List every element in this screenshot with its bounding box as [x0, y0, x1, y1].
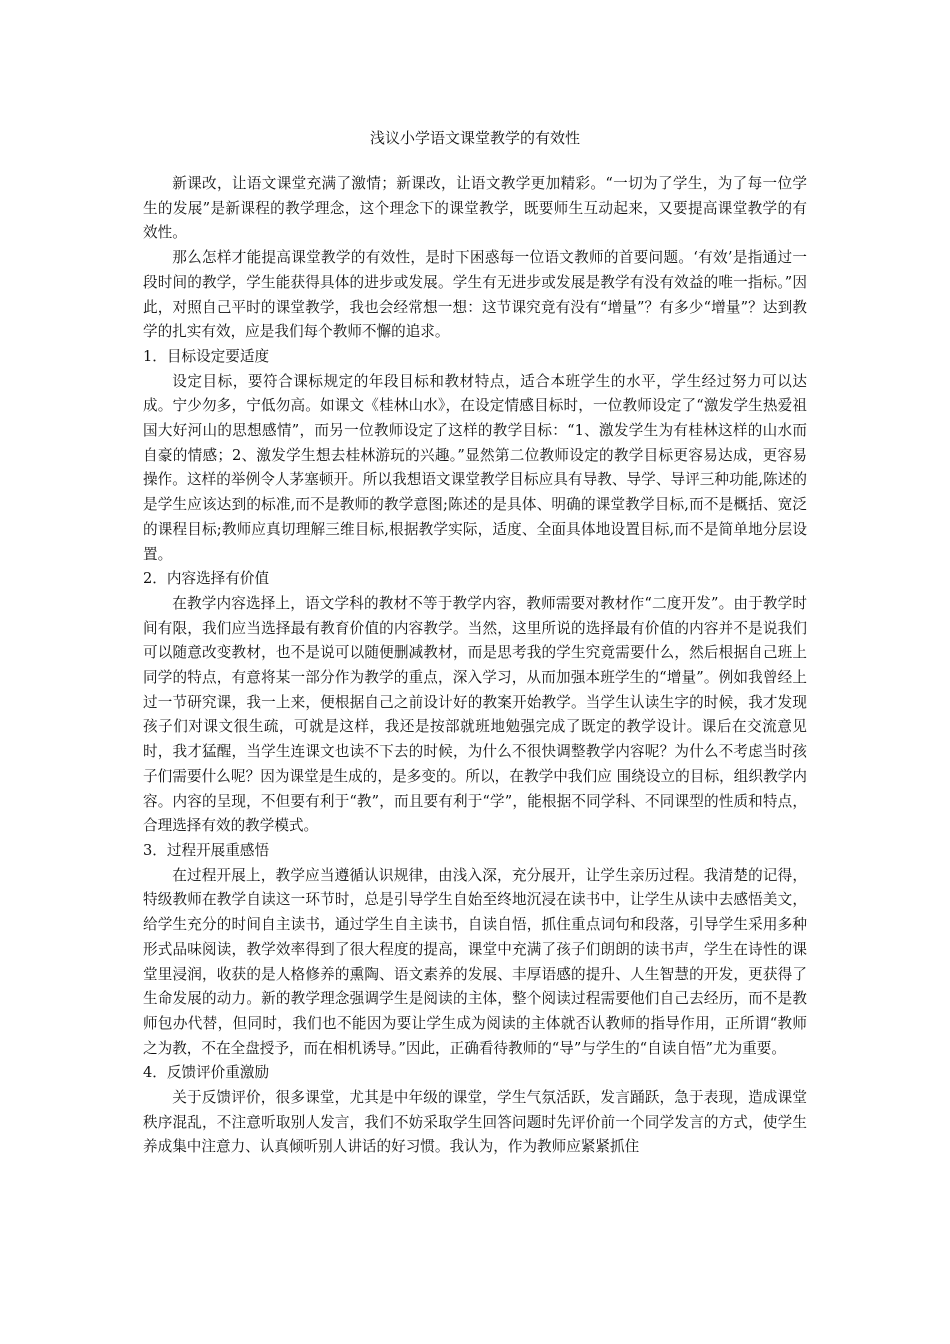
- paragraph-goals: 设定目标，要符合课标规定的年段目标和教材特点，适合本班学生的水平，学生经过努力可以达成。宁少勿多，宁低勿高。如课文《桂林山水》，在设定情感目标时，一位教师设定了“激发学生热爱祖国大好河山的思想感情”，而另一位教师设定了这样的教学目标：“1、激发学生为有桂林这样的山水而自豪的情感；2、激发学生想去桂林游玩的兴趣。”显然第二位教师设定的教学目标更容易达成，更容易操作。这样的举例令人茅塞顿开。所以我想语文课堂教学目标应具有导教、导学、导评三种功能,陈述的是学生应该达到的标准,而不是教师的教学意图;陈述的是具体、明确的课堂教学目标,而不是概括、宽泛的课程目标;教师应真切理解三维目标,根据教学实际，适度、全面具体地设置目标,而不是简单地分层设置。: [143, 372, 807, 563]
- paragraph-intro-1: 新课改，让语文课堂充满了激情；新课改，让语文教学更加精彩。“一切为了学生，为了每一位学生的发展”是新课程的教学理念，这个理念下的课堂教学，既要师生互动起来，又要提高课堂教学的有效性。: [143, 175, 807, 242]
- document-body: [143, 172, 807, 1160]
- document-title: 浅议小学语文课堂教学的有效性: [369, 129, 580, 147]
- paragraph-content: 在教学内容选择上，语文学科的教材不等于教学内容，教师需要对教材作“二度开发”。由于教学时间有限，我们应当选择最有教育价值的内容教学。当然，这里所说的选择最有价值的内容并不是说我们可以随意改变教材，也不是说可以随便删减教材，而是思考我的学生究竟需要什么，然后根据自己班上同学的特点，有意将某一部分作为教学的重点，深入学习，从而加强本班学生的“增量”。例如我曾经上过一节研究课，我一上来，便根据自己之前设计好的教案开始教学。当学生认读生字的时候，我才发现孩子们对课文很生疏，可就是这样，我还是按部就班地勉强完成了既定的教学设计。课后在交流意见时，我才猛醒，当学生连课文也读不下去的时候，为什么不很快调整教学内容呢？为什么不考虑当时孩子们需要什么呢？因为课堂是生成的，是多变的。所以，在教学中我们应 围绕设立的目标，组织教学内容。内容的呈现，不但要有利于“教”，而且要有利于“学”，能根据不同学科、不同课型的性质和特点，合理选择有效的教学模式。: [143, 594, 807, 835]
- section-heading-feedback: 4．反馈评价重激励: [143, 1064, 270, 1082]
- section-heading-content: 2．内容选择有价值: [143, 570, 270, 588]
- paragraph-process: 在过程开展上，教学应当遵循认识规律，由浅入深，充分展开，让学生亲历过程。我清楚的记得，特级教师在教学自读这一环节时，总是引导学生自始至终地沉浸在读书中，让学生从读中去感悟美文，给学生充分的时间自主读书，通过学生自主读书，自读自悟，抓住重点词句和段落，引导学生采用多种形式品味阅读，教学效率得到了很大程度的提高，课堂中充满了孩子们朗朗的读书声，学生在诗性的课堂里浸润，收获的是人格修养的熏陶、语文素养的发展、丰厚语感的提升、人生智慧的开发，更获得了生命发展的动力。新的教学理念强调学生是阅读的主体，整个阅读过程需要他们自己去经历，而不是教师包办代替，但同时，我们也不能因为要让学生成为阅读的主体就否认教师的指导作用，正所谓“教师之为教，不在全盘授予，而在相机诱导。”因此，正确看待教师的“导”与学生的“自读自悟”尤为重要。: [143, 866, 807, 1057]
- section-heading-goals: 1．目标设定要适度: [143, 347, 270, 365]
- paragraph-feedback: 关于反馈评价，很多课堂，尤其是中年级的课堂，学生气氛活跃，发言踊跃，急于表现，造成课堂秩序混乱，不注意听取别人发言，我们不妨采取学生回答问题时先评价前一个同学发言的方式，使学生养成集中注意力、认真倾听别人讲话的好习惯。我认为，作为教师应紧紧抓住: [143, 1089, 807, 1156]
- paragraph-intro-2: 那么怎样才能提高课堂教学的有效性，是时下困惑每一位语文教师的首要问题。‘有效’是指通过一段时间的教学，学生能获得具体的进步或发展。学生有无进步或发展是教学有没有效益的唯一指标。”因此，对照自己平时的课堂教学，我也会经常想一想：这节课究竟有没有“增量”？有多少“增量”？达到教学的扎实有效，应是我们每个教师不懈的追求。: [143, 249, 807, 341]
- section-heading-process: 3．过程开展重感悟: [143, 841, 270, 859]
